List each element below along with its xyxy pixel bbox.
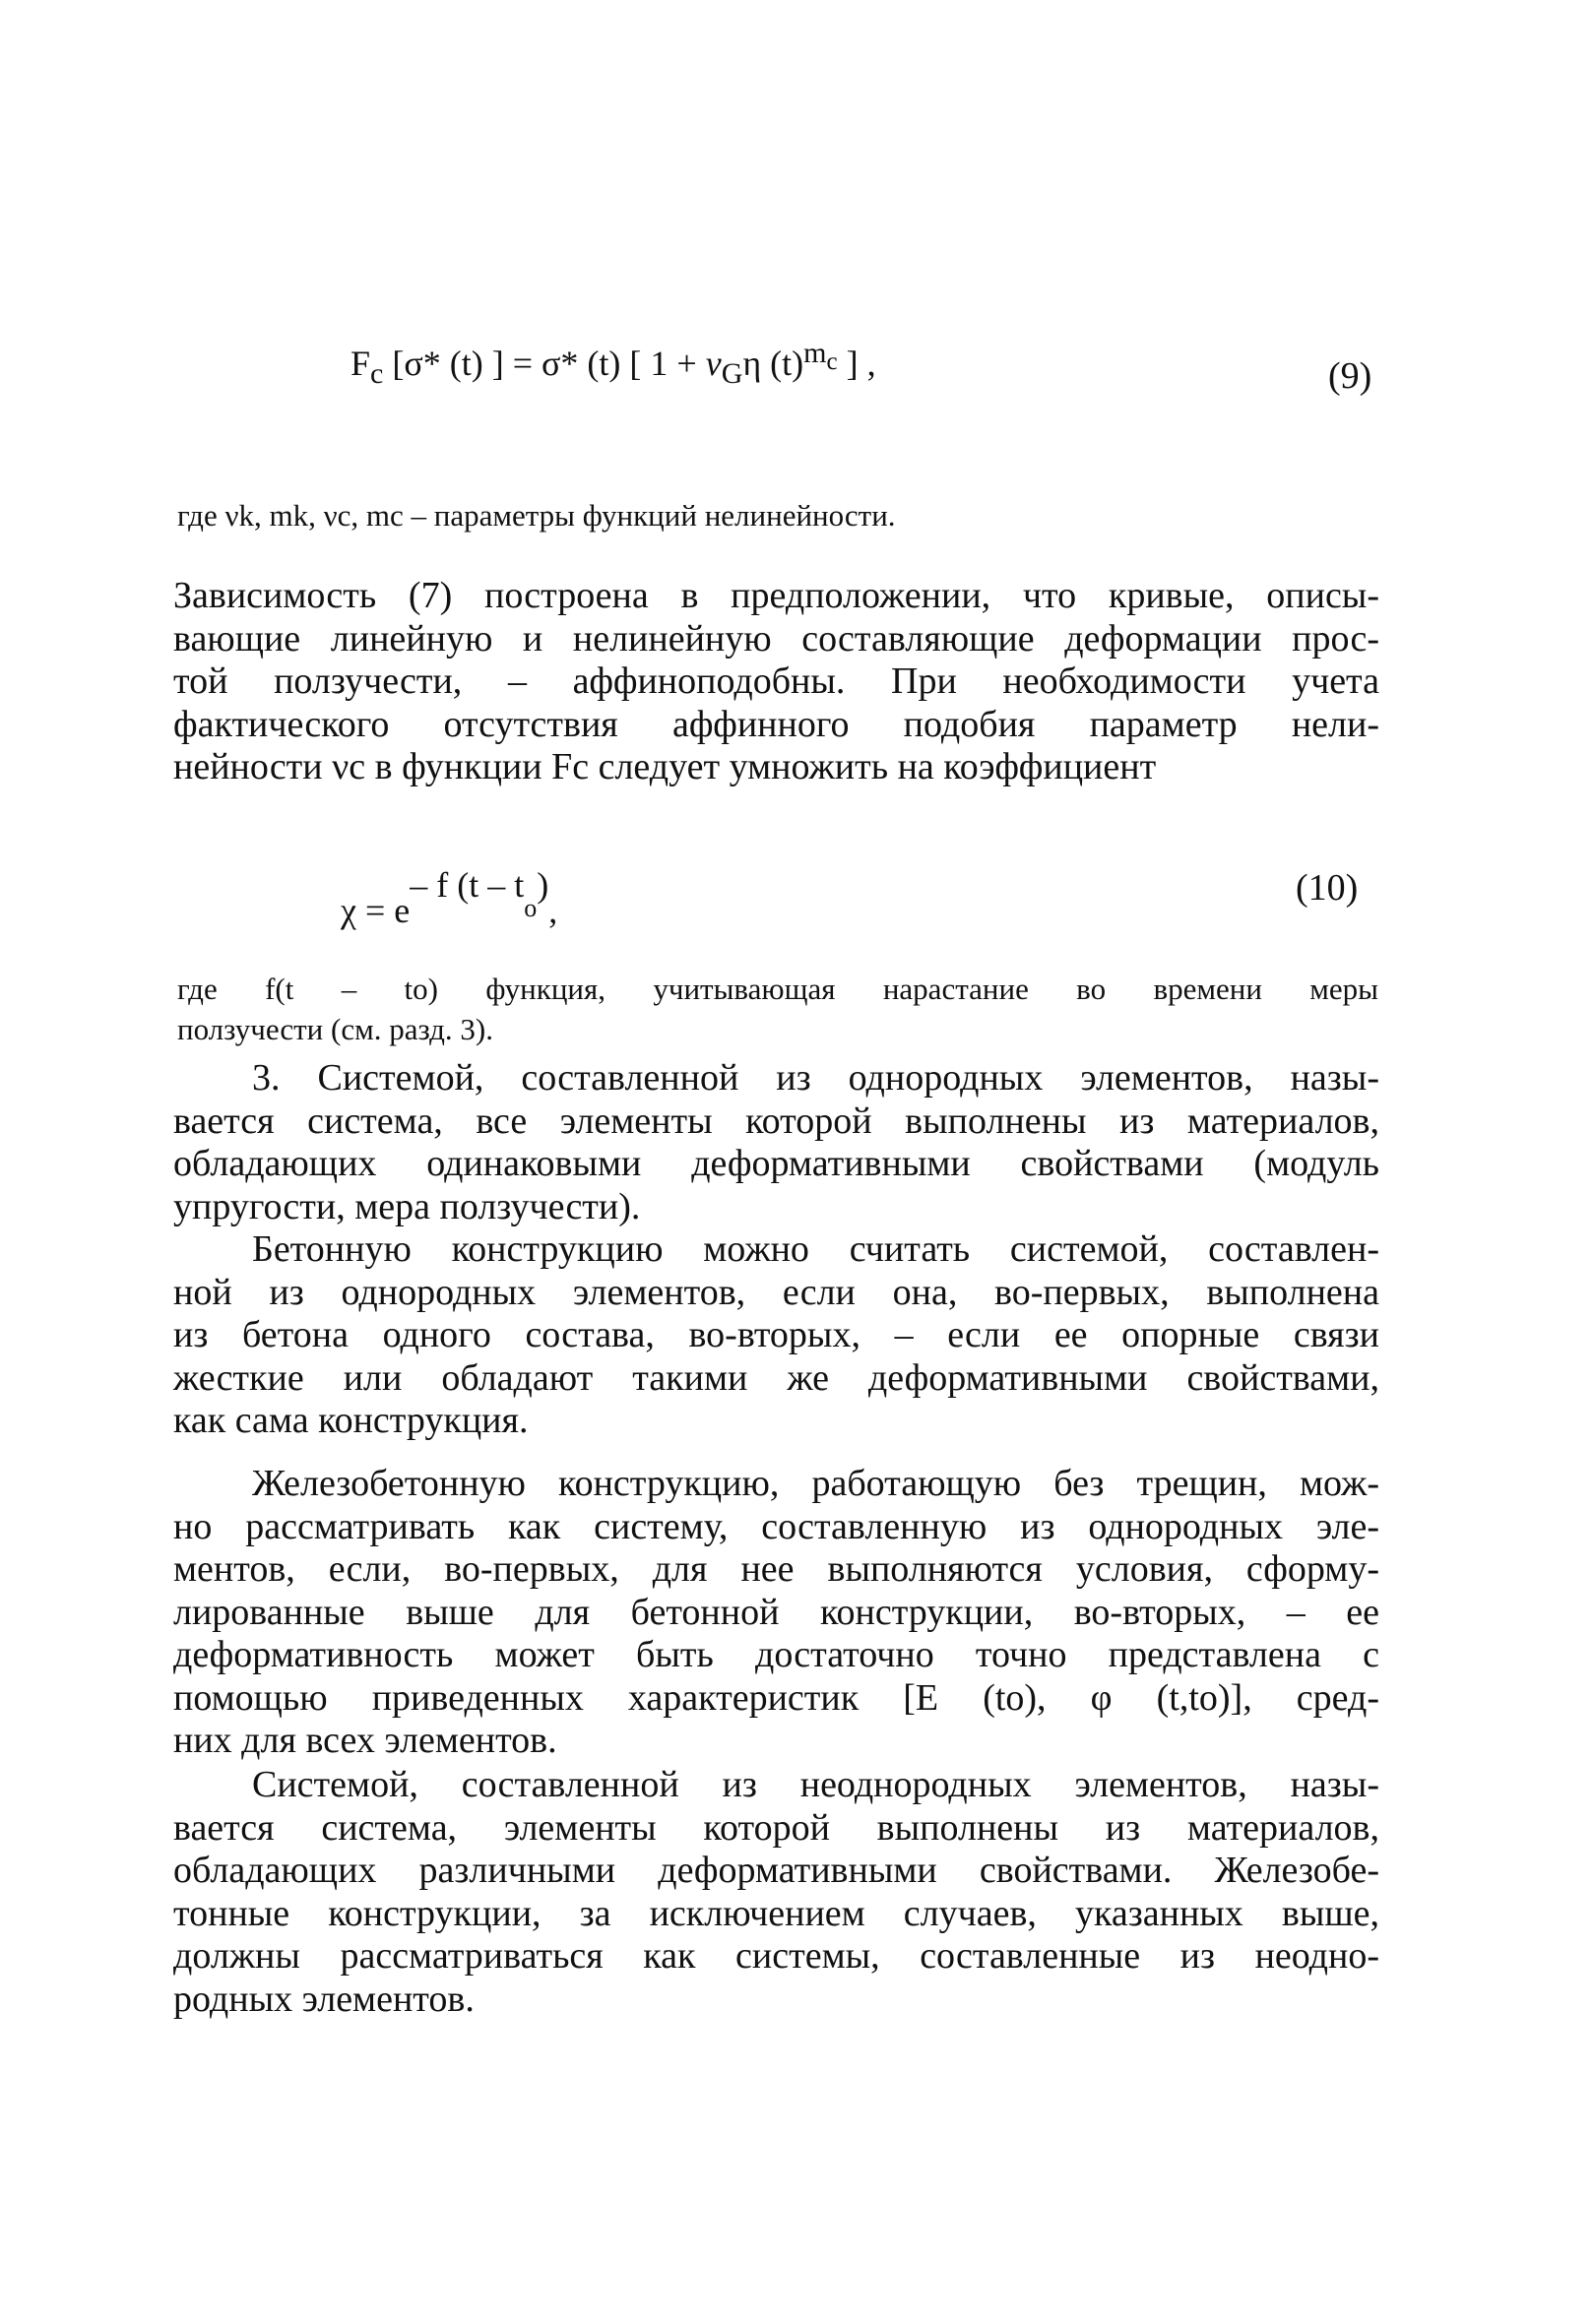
paragraph-1 xyxy=(173,575,1379,789)
paragraph-3-line: ной из однородных элементов, если она, во-первых, выполнена xyxy=(173,1271,1379,1313)
paragraph-4 xyxy=(173,1463,1379,1763)
paragraph-3-line: Бетонную конструкцию можно считать системой, составлен- xyxy=(252,1228,1379,1270)
formula-10-exp-close: ) xyxy=(537,865,549,905)
formula-9-eta: η (t) xyxy=(742,344,804,383)
paragraph-4-line: ментов, если, во-первых, для нее выполняются условия, сформу- xyxy=(173,1548,1379,1590)
paragraph-2-line: 3. Системой, составленной из однородных элементов, назы- xyxy=(252,1057,1379,1099)
paragraph-3-line: из бетона одного состава, во-вторых, – если ее опорные связи xyxy=(173,1314,1379,1355)
paragraph-5-line: родных элементов. xyxy=(173,1978,475,2020)
params-note: где νk, mk, νc, mc – параметры функций нелинейности. xyxy=(177,498,896,533)
formula-10 xyxy=(341,864,557,931)
paragraph-3-line: как сама конструкция. xyxy=(173,1400,529,1441)
paragraph-1-line: нейности νc в функции Fc следует умножить на коэффициент xyxy=(173,746,1157,787)
paragraph-5-line: вается система, элементы которой выполнены из материалов, xyxy=(173,1806,1379,1849)
paragraph-4-line: лированные выше для бетонной конструкции, во-вторых, – ее xyxy=(173,1591,1379,1633)
paragraph-4-line: но рассматривать как систему, составленную из однородных эле- xyxy=(173,1505,1379,1547)
paragraph-2-line: вается система, все элементы которой выполнены из материалов, xyxy=(173,1099,1379,1142)
paragraph-4-line: деформативность может быть достаточно точно представлена с xyxy=(173,1634,1379,1675)
formula-9-body: [σ* (t) ] = σ* (t) [ 1 + xyxy=(383,344,706,383)
paragraph-3-line: жесткие или обладают такими же деформативными свойствами, xyxy=(173,1356,1379,1399)
paragraph-5-line: должны рассматриваться как системы, составленные из неодно- xyxy=(173,1935,1379,1977)
paragraph-4-line: Железобетонную конструкцию, работающую без трещин, мож- xyxy=(252,1463,1379,1504)
paragraph-3 xyxy=(173,1228,1379,1443)
formula-9-nu: ν xyxy=(705,344,722,383)
formula-9-exp: m xyxy=(803,337,827,369)
formula-10-exp-sub: o xyxy=(524,894,538,922)
paragraph-1-line: вающие линейную и нелинейную составляющие деформации прос- xyxy=(173,617,1379,660)
formula-10-exp: – f (t – t xyxy=(410,865,525,905)
equation-number-9: (9) xyxy=(1328,355,1372,397)
paragraph-1-line: фактического отсутствия аффинного подобия параметр нели- xyxy=(173,703,1379,745)
f-note xyxy=(177,969,1378,1049)
paragraph-4-line: них для всех элементов. xyxy=(173,1720,557,1761)
formula-10-comma: , xyxy=(548,891,558,930)
paragraph-1-line: той ползучести, – аффиноподобны. При необходимости учета xyxy=(173,660,1379,702)
paragraph-2-line: обладающих одинаковыми деформативными свойствами (модуль xyxy=(173,1143,1379,1184)
paragraph-2-line: упругости, мера ползучести). xyxy=(173,1185,641,1227)
paragraph-5 xyxy=(173,1764,1379,2021)
paragraph-5-line: обладающих различными деформативными свойствами. Железобе- xyxy=(173,1850,1379,1891)
formula-9-nu-sub: G xyxy=(721,357,743,391)
paragraph-2 xyxy=(173,1057,1379,1228)
paragraph-5-line: тонные конструкции, за исключением случаев, указанных выше, xyxy=(173,1892,1379,1934)
paragraph-1-line: Зависимость (7) построена в предположении, что кривые, описы- xyxy=(173,575,1379,616)
formula-9-close: ] , xyxy=(837,344,876,383)
formula-9-lhs: F xyxy=(350,344,371,383)
f-note-line: ползучести (см. разд. 3). xyxy=(177,1012,494,1046)
formula-10-lhs: χ = e xyxy=(341,891,411,930)
f-note-line: где f(t – to) функция, учитывающая нарастание во времени меры xyxy=(177,972,1378,1006)
paragraph-4-line: помощью приведенных характеристик [E (to), φ (t,to)], сред- xyxy=(173,1676,1379,1719)
formula-9-lhs-sub: c xyxy=(370,357,384,391)
formula-9 xyxy=(350,337,876,391)
equation-number-10: (10) xyxy=(1296,867,1359,909)
paragraph-5-line: Системой, составленной из неоднородных элементов, назы- xyxy=(252,1764,1379,1805)
formula-9-exp-sub: c xyxy=(826,348,838,375)
